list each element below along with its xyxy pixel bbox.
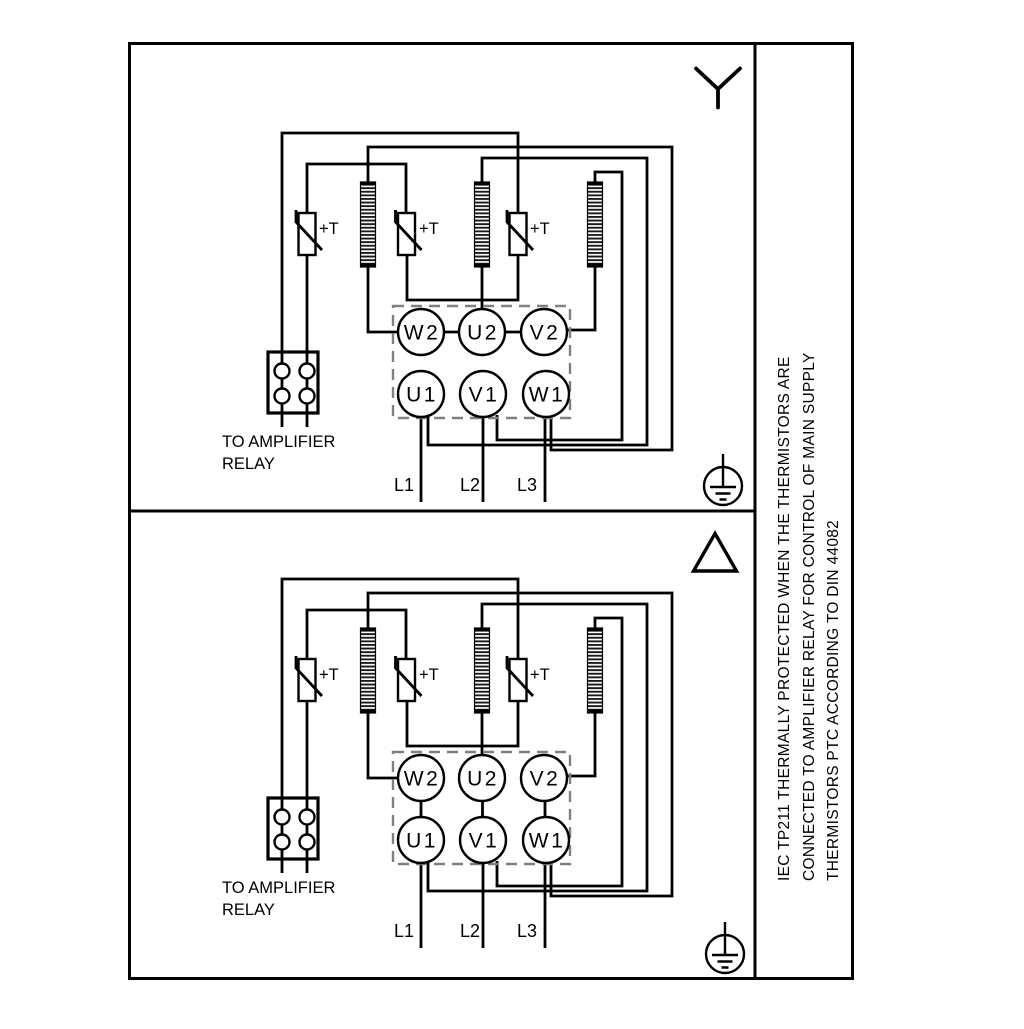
- side-note-line-2: CONNECTED TO AMPLIFIER RELAY FOR CONTROL OF MAIN SUPPLY: [801, 352, 818, 881]
- side-note-line-3: THERMISTORS PTC ACCORDING TO DIN 44082: [825, 519, 842, 881]
- side-note-line-1: IEC TP211 THERMALLY PROTECTED WHEN THE THERMISTORS ARE: [776, 356, 793, 881]
